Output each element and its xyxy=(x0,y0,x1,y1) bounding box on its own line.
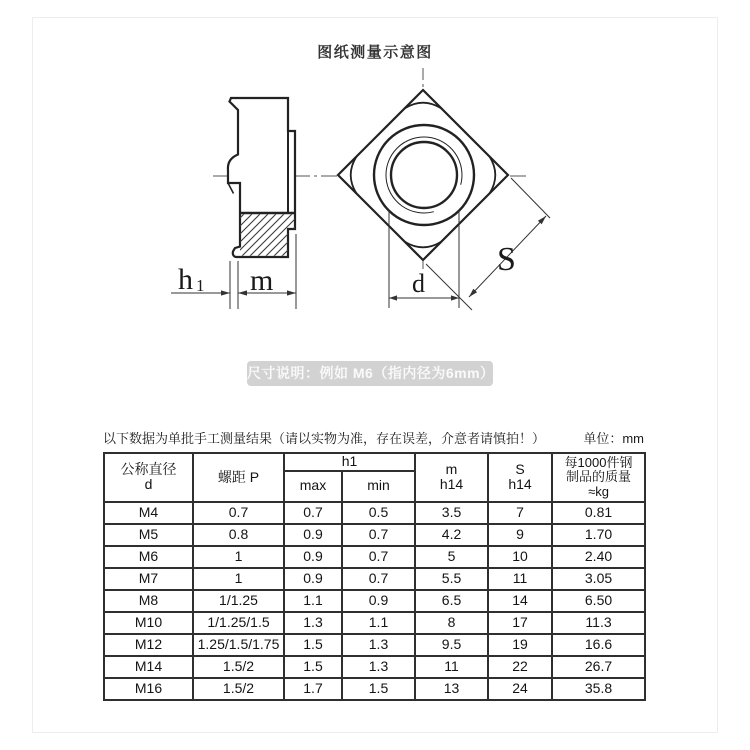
unit-label: 单位：mm xyxy=(583,431,644,446)
table-cell: 0.8 xyxy=(193,524,284,546)
table-cell: 0.9 xyxy=(284,546,342,568)
measurement-note: 以下数据为单批手工测量结果（请以实物为准，存在误差，介意者请慎拍！） xyxy=(103,431,546,446)
table-cell: 1.5 xyxy=(342,678,415,700)
spec-table-body xyxy=(104,502,645,700)
table-cell: 0.81 xyxy=(552,502,645,524)
table-cell: 1.3 xyxy=(342,634,415,656)
table-cell: M12 xyxy=(104,634,193,656)
dimension-label-s: S xyxy=(497,241,516,278)
header-nominal-diameter: 公称直径 d xyxy=(104,453,193,502)
top-view xyxy=(338,90,508,260)
table-cell: 1.3 xyxy=(284,612,342,634)
table-cell: 8 xyxy=(415,612,488,634)
table-cell: 1.5 xyxy=(284,634,342,656)
table-cell: 1/1.25/1.5 xyxy=(193,612,284,634)
table-cell: 16.6 xyxy=(552,634,645,656)
table-cell: 35.8 xyxy=(552,678,645,700)
measurement-note-row xyxy=(103,428,644,447)
dimension-label-m: m xyxy=(250,264,274,297)
table-cell: 1 xyxy=(193,568,284,590)
thread-hatch xyxy=(240,214,295,256)
table-cell: 1.1 xyxy=(284,590,342,612)
header-m: m h14 xyxy=(415,453,488,502)
table-cell: 1.5/2 xyxy=(193,678,284,700)
table-row xyxy=(104,678,645,700)
header-weight: 每1000件钢 制品的质量 ≈kg xyxy=(552,453,645,502)
table-cell: 14 xyxy=(488,590,552,612)
table-cell: 11 xyxy=(415,656,488,678)
table-cell: M5 xyxy=(104,524,193,546)
spec-table xyxy=(103,452,646,701)
table-cell: 1.5 xyxy=(284,656,342,678)
table-cell: M7 xyxy=(104,568,193,590)
table-cell: 10 xyxy=(488,546,552,568)
table-cell: 3.05 xyxy=(552,568,645,590)
table-cell: 22 xyxy=(488,656,552,678)
table-row xyxy=(104,502,645,524)
table-cell: M16 xyxy=(104,678,193,700)
table-cell: M8 xyxy=(104,590,193,612)
size-note-banner: 尺寸说明：例如 M6（指内径为6mm） xyxy=(247,361,493,386)
table-cell: 0.9 xyxy=(284,568,342,590)
table-cell: 9.5 xyxy=(415,634,488,656)
table-cell: 1.1 xyxy=(342,612,415,634)
table-cell: 4.2 xyxy=(415,524,488,546)
table-row xyxy=(104,524,645,546)
table-row xyxy=(104,568,645,590)
table-cell: 1/1.25 xyxy=(193,590,284,612)
table-cell: 5.5 xyxy=(415,568,488,590)
table-cell: 0.9 xyxy=(342,590,415,612)
table-row xyxy=(104,546,645,568)
table-row xyxy=(104,612,645,634)
header-s: S h14 xyxy=(488,453,552,502)
dimension-label-d: d xyxy=(412,269,425,298)
table-row xyxy=(104,634,645,656)
table-cell: 0.7 xyxy=(193,502,284,524)
table-cell: 17 xyxy=(488,612,552,634)
header-h1-max: max xyxy=(284,471,342,502)
table-cell: 0.7 xyxy=(284,502,342,524)
header-pitch: 螺距 P xyxy=(193,453,284,502)
table-cell: 7 xyxy=(488,502,552,524)
header-h1-group: h1 xyxy=(284,453,415,471)
table-cell: M14 xyxy=(104,656,193,678)
table-cell: 0.9 xyxy=(284,524,342,546)
side-section-view xyxy=(228,98,295,257)
table-cell: M6 xyxy=(104,546,193,568)
table-cell: 1.3 xyxy=(342,656,415,678)
table-cell: 11.3 xyxy=(552,612,645,634)
table-row xyxy=(104,656,645,678)
table-cell: 0.7 xyxy=(342,568,415,590)
table-cell: 6.5 xyxy=(415,590,488,612)
table-cell: 24 xyxy=(488,678,552,700)
table-cell: 1.5/2 xyxy=(193,656,284,678)
table-cell: 1.70 xyxy=(552,524,645,546)
dimension-label-h1: h xyxy=(178,263,193,296)
header-h1-min: min xyxy=(342,471,415,502)
table-cell: 0.5 xyxy=(342,502,415,524)
table-cell: 11 xyxy=(488,568,552,590)
table-cell: 3.5 xyxy=(415,502,488,524)
table-cell: 1 xyxy=(193,546,284,568)
table-cell: 13 xyxy=(415,678,488,700)
page-title: 图纸测量示意图 xyxy=(317,44,433,61)
table-cell: M10 xyxy=(104,612,193,634)
table-cell: 26.7 xyxy=(552,656,645,678)
table-cell: 9 xyxy=(488,524,552,546)
table-cell: 19 xyxy=(488,634,552,656)
table-cell: 1.25/1.5/1.75 xyxy=(193,634,284,656)
table-cell: 6.50 xyxy=(552,590,645,612)
table-cell: M4 xyxy=(104,502,193,524)
table-cell: 0.7 xyxy=(342,546,415,568)
table-cell: 1.7 xyxy=(284,678,342,700)
table-cell: 0.7 xyxy=(342,524,415,546)
table-row xyxy=(104,590,645,612)
dimension-label-h1-sub: 1 xyxy=(196,276,205,295)
table-cell: 2.40 xyxy=(552,546,645,568)
table-cell: 5 xyxy=(415,546,488,568)
technical-drawing xyxy=(140,68,590,320)
